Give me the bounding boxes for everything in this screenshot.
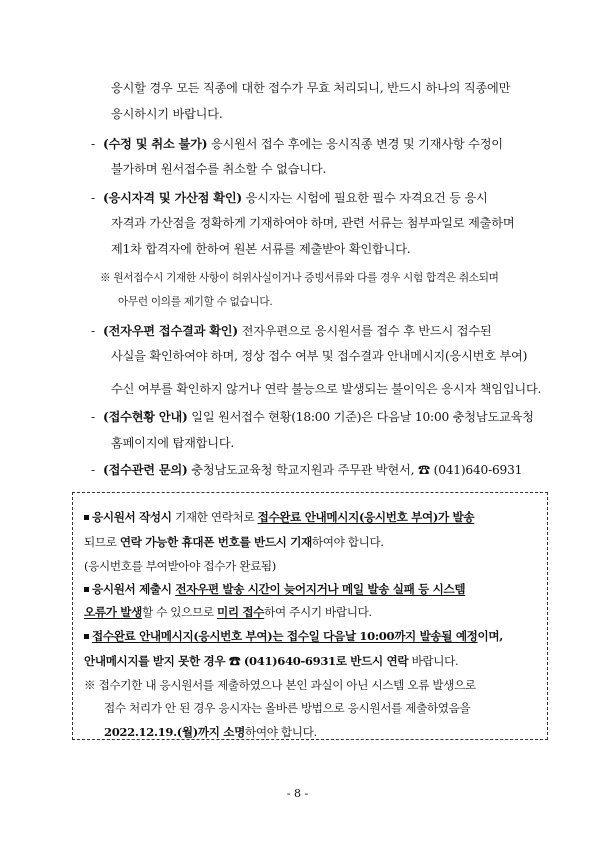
bullet-heading: (수정 및 취소 불가) bbox=[103, 137, 208, 151]
text: 하여야 합니다. bbox=[311, 535, 384, 549]
bold-underline-text: 오류가 발생 bbox=[84, 605, 142, 619]
bold-text: 이며, bbox=[477, 629, 503, 643]
bullet-qualification: - (응시자격 및 가산점 확인) 응시자는 시험에 필요한 필수 자격요건 등 응시 bbox=[91, 191, 488, 205]
text-line: 불가하며 원서접수를 취소할 수 없습니다. bbox=[111, 162, 327, 176]
text: 되므로 bbox=[84, 535, 120, 549]
text-line: 응시하시기 바랍니다. bbox=[111, 107, 223, 121]
bold-underline-text: 전자우편 발송 시간이 늦어지거나 메일 발송 실패 등 시스템 bbox=[175, 582, 466, 596]
box-line bbox=[84, 605, 372, 620]
bullet-email-confirm: - (전자우편 접수결과 확인) 전자우편으로 응시원서를 접수 후 반드시 접수된 bbox=[91, 324, 492, 338]
box-line bbox=[84, 654, 458, 669]
bullet-modify: - (수정 및 취소 불가) 응시원서 접수 후에는 응시직종 변경 및 기재사항 수정이 bbox=[91, 137, 503, 151]
bold-underline-text: 접수완료 안내메시지(응시번호 부여)가 발송 bbox=[257, 510, 475, 524]
text-line: 자격과 가산점을 정확하게 기재하여야 하며, 관련 서류는 첨부파일로 제출하며 bbox=[111, 216, 515, 230]
bullet-text: 전자우편으로 응시원서를 접수 후 반드시 접수된 bbox=[237, 324, 492, 338]
bullet-heading: (전자우편 접수결과 확인) bbox=[103, 324, 238, 338]
bullet-heading: (응시자격 및 가산점 확인) bbox=[103, 191, 242, 205]
box-line: (응시번호를 부여받아야 접수가 완료됨) bbox=[84, 559, 276, 573]
box-note-line bbox=[104, 725, 317, 740]
text: 하여야 합니다. bbox=[245, 725, 317, 739]
text-line: 홈페이지에 탑재합니다. bbox=[111, 436, 235, 450]
bullet-text: 응시원서 접수 후에는 응시직종 변경 및 기재사항 수정이 bbox=[207, 137, 503, 151]
note-line: ※ 원서접수시 기재한 사항이 허위사실이거나 증빙서류와 다를 경우 시험 합격은 취소되며 bbox=[100, 272, 499, 284]
text: 바랍니다. bbox=[408, 654, 459, 668]
bullet-status: - (접수현황 안내) 일일 원서접수 현황(18:00 기준)은 다음날 10:00 충청남도교육청 bbox=[91, 410, 534, 424]
bold-underline-text: 미리 접수 bbox=[217, 605, 265, 619]
text-line: 사실을 확인하여야 하며, 정상 접수 여부 및 접수결과 안내메시지(응시번호 부여) bbox=[111, 349, 528, 363]
bold-text: 안내메시지를 받지 못한 경우 ☎ (041)640-6931로 반드시 연락 bbox=[84, 654, 409, 668]
bullet-text: 응시자는 시험에 필요한 필수 자격요건 등 응시 bbox=[242, 191, 488, 205]
text-line: 응시할 경우 모든 직종에 대한 접수가 무효 처리되니, 반드시 하나의 직종에만 bbox=[111, 81, 511, 95]
page-number: - 8 - bbox=[286, 787, 309, 800]
text-line: 제1차 합격자에 한하여 원본 서류를 제출받아 확인합니다. bbox=[111, 242, 411, 256]
text: 기재한 연락처로 bbox=[171, 510, 258, 524]
square-bullet-icon bbox=[84, 634, 89, 639]
box-note-line: ※ 접수기한 내 응시원서를 제출하였으나 본인 과실이 아닌 시스템 오류 발생으로 bbox=[84, 678, 476, 692]
bold-text: 연락 가능한 휴대폰 번호를 반드시 기재 bbox=[119, 535, 312, 549]
bold-text: 응시원서 제출시 bbox=[92, 582, 176, 596]
square-bullet-icon bbox=[84, 587, 89, 592]
bold-underline-text: 접수완료 안내메시지(응시번호 부여)는 접수일 다음날 10:00까지 발송될 예정 bbox=[92, 629, 478, 643]
bullet-heading: (접수현황 안내) bbox=[103, 410, 188, 424]
bold-text: 2022.12.19.(월)까지 소명 bbox=[104, 725, 246, 739]
box-line bbox=[84, 535, 384, 550]
box-line bbox=[84, 582, 465, 597]
box-note-line: 접수 처리가 안 된 경우 응시자는 올바른 방법으로 응시원서를 제출하였음을 bbox=[104, 701, 471, 715]
bullet-heading: (접수관련 문의) bbox=[103, 463, 188, 477]
bullet-text: 충청남도교육청 학교지원과 주무관 박현서, ☎ (041)640-6931 bbox=[187, 463, 523, 477]
box-line bbox=[84, 510, 474, 525]
square-bullet-icon bbox=[84, 515, 89, 520]
text: 하여 주시기 바랍니다. bbox=[264, 605, 372, 619]
text-line: 수신 여부를 확인하지 않거나 연락 불능으로 발생되는 불이익은 응시자 책임입니다. bbox=[111, 382, 542, 396]
bold-text: 응시원서 작성시 bbox=[92, 510, 172, 524]
box-line bbox=[84, 629, 503, 644]
bullet-text: 일일 원서접수 현황(18:00 기준)은 다음날 10:00 충청남도교육청 bbox=[187, 410, 534, 424]
bullet-contact: - (접수관련 문의) 충청남도교육청 학교지원과 주무관 박현서, ☎ (041)640-6931 bbox=[91, 463, 523, 477]
text: 할 수 있으므로 bbox=[141, 605, 218, 619]
note-line: 아무런 이의를 제기할 수 없습니다. bbox=[118, 296, 273, 308]
